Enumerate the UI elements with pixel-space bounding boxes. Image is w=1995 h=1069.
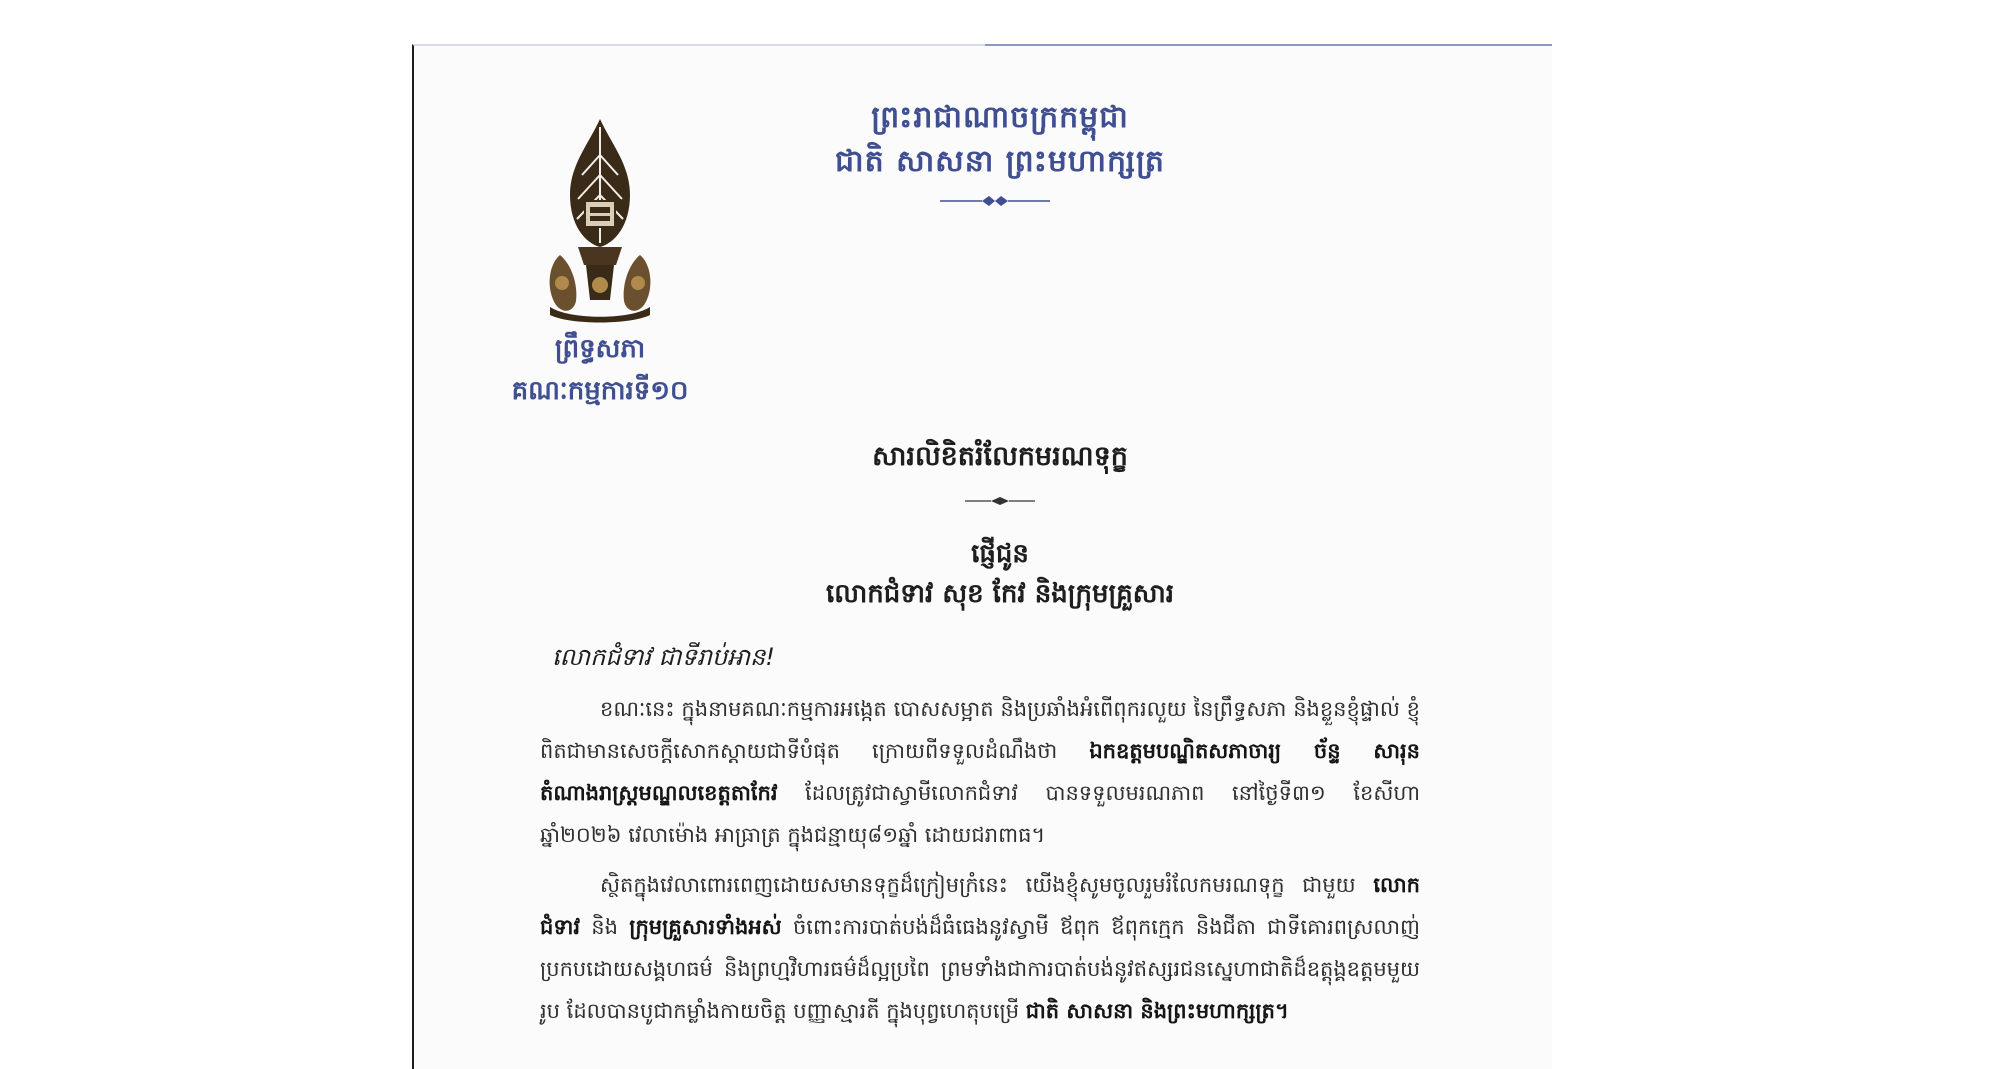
p1-text-c: ដែលត្រូវជាស្វាមីលោកជំទាវ បានទទួលមរណភាព នៅថ្ងៃទី៣១ ខែសីហា ឆ្នាំ២០២៦ វេលាម៉ោង អាធ្រាត្រ ក្នុងជន្មាយុ៨១ឆ្នាំ ដោយជរាពាធ។ [540, 781, 1420, 847]
issuer-block [470, 328, 730, 412]
letter-title: សារលិខិតរំលែកមរណទុក្ខ [872, 441, 1128, 472]
national-motto: ជាតិ សាសនា ព្រះមហាក្សត្រ [835, 144, 1165, 179]
title-ornament-icon [965, 494, 1035, 508]
addressee-name: លោកជំទាវ សុខ កែវ និងក្រុមគ្រួសារ [826, 579, 1174, 609]
p2-text-a: ស្ថិតក្នុងវេលាពោរពេញដោយសមានទុក្ខដ៏ក្រៀមក្រំនេះ យើងខ្ញុំសូមចូលរួមរំលែកមរណទុក្ខ ជាមួយ [600, 873, 1356, 897]
kingdom-name: ព្រះរាជាណាចក្រកម្ពុជា [871, 100, 1129, 135]
recipient-block [700, 534, 1300, 614]
p2-lady-title: លោកជំទាវ [540, 873, 1420, 939]
body-paragraph-1 [540, 688, 1420, 856]
kingdom-header [700, 96, 1300, 184]
salutation: លោកជំទាវ ជាទីរាប់អាន! [552, 643, 775, 671]
p2-text-and: និង [591, 915, 618, 939]
p1-text-a: ខណៈនេះ ក្នុងនាមគណៈកម្មការអង្កេត បោសសម្អាត និងប្រឆាំងអំពើពុករលួយ នៃព្រឹទ្ធសភា និងខ្លួនខ្ញុំផ្ទាល់ ខ្ញុំពិតជាមានសេចក្តីសោកស្តាយជាទីបំផុត ក្រោយពីទទួលដំណឹងថា [540, 697, 1420, 763]
page-top-border [985, 44, 1552, 46]
body-paragraph-2 [540, 864, 1420, 1032]
p1-deceased-name: ឯកឧត្តមបណ្ឌិតសភាចារ្យ ច័ន្ទ សារុន តំណាងរាស្ត្រមណ្ឌលខេត្តតាកែវ [540, 739, 1420, 805]
addressed-to-label: ផ្ញើជូន [971, 539, 1029, 569]
p2-motto: ជាតិ សាសនា និងព្រះមហាក្សត្រ។ [1025, 999, 1289, 1023]
header-ornament-icon [940, 194, 1050, 208]
issuer-commission: គណៈកម្មការទី១០ [511, 376, 689, 406]
issuer-institution: ព្រឹទ្ធសភា [554, 334, 646, 364]
p2-family: ក្រុមគ្រួសារទាំងអស់ [629, 915, 782, 939]
royal-emblem-icon [530, 115, 670, 325]
p2-text-e: ចំពោះការបាត់បង់ដ៏ធំធេងនូវស្វាមី ឪពុក ឪពុកក្មេក និងជីតា ជាទីគោរពស្រលាញ់ ប្រកបដោយសង្គហធម៌ និងព្រហ្មវិហារធម៌ដ៏ល្អប្រពៃ ព្រមទាំងជាការបាត់បង់នូវឥស្សរជនស្នេហាជាតិដ៏ឧត្តុង្គឧត្តមមួយរូប ដែលបានបូជាកម្លាំងកាយចិត្ត បញ្ញាស្មារតី ក្នុងបុព្វហេតុបម្រើ [540, 915, 1420, 1023]
